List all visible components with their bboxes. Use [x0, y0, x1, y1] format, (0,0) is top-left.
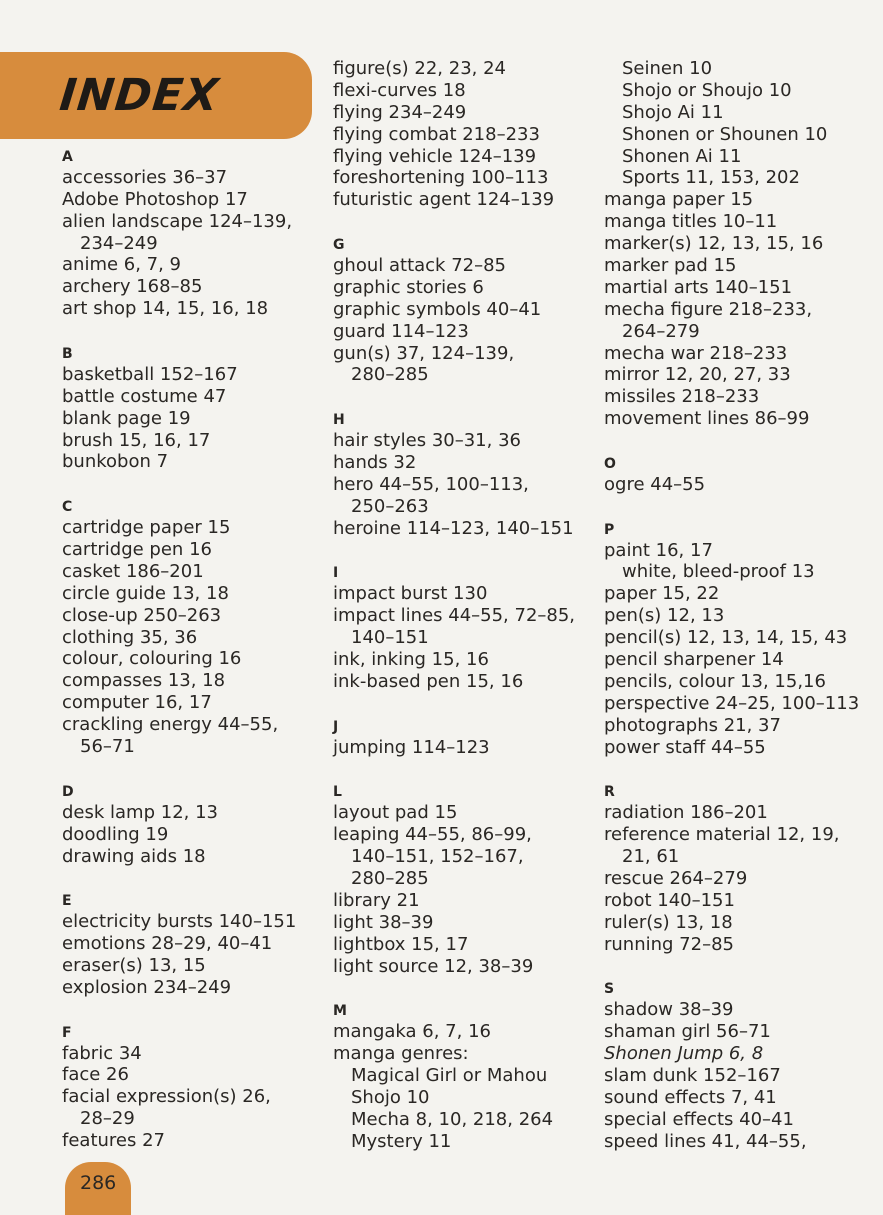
index-entry: cartridge pen 16 [62, 539, 212, 561]
index-letter-heading: O [604, 456, 616, 473]
index-entry: light 38–39 [333, 911, 434, 933]
index-entry-continuation: 264–279 [622, 320, 700, 342]
index-entry: facial expression(s) 26, [62, 1086, 271, 1108]
index-entry-continuation: Mecha 8, 10, 218, 264 [351, 1108, 554, 1130]
index-entry: art shop 14, 15, 16, 18 [62, 298, 269, 320]
section-spacer [333, 977, 601, 999]
index-letter-heading: G [333, 237, 345, 254]
index-entry: desk lamp 12, 13 [62, 801, 218, 823]
index-entry: manga paper 15 [604, 189, 754, 211]
index-entry-continuation: 56–71 [80, 736, 135, 758]
section-spacer [333, 759, 601, 781]
index-entry: guard 114–123 [333, 320, 469, 342]
section-spacer [62, 867, 330, 889]
index-entry: impact lines 44–55, 72–85, [333, 605, 576, 627]
index-entry-continuation: 250–263 [351, 495, 429, 517]
index-entry-continuation: white, bleed-proof 13 [622, 561, 815, 583]
section-spacer [62, 999, 330, 1021]
index-entry: eraser(s) 13, 15 [62, 954, 206, 976]
index-entry: futuristic agent 124–139 [333, 189, 555, 211]
index-entry: clothing 35, 36 [62, 626, 198, 648]
index-entry: pen(s) 12, 13 [604, 605, 725, 627]
index-entry: ruler(s) 13, 18 [604, 911, 733, 933]
index-entry: rescue 264–279 [604, 867, 748, 889]
index-letter-heading: J [333, 718, 339, 735]
index-entry: basketball 152–167 [62, 363, 238, 385]
index-entry: hair styles 30–31, 36 [333, 430, 521, 452]
section-spacer [333, 211, 601, 233]
index-letter-heading: M [333, 1003, 347, 1020]
page-number: 286 [80, 1172, 117, 1194]
index-entry: battle costume 47 [62, 385, 227, 407]
index-letter-heading: R [604, 784, 615, 801]
index-entry: drawing aids 18 [62, 845, 206, 867]
index-entry: circle guide 13, 18 [62, 582, 229, 604]
index-entry: library 21 [333, 889, 420, 911]
index-entry-continuation: Seinen 10 [622, 58, 713, 79]
section-spacer [604, 759, 872, 781]
index-letter-heading: F [62, 1024, 72, 1041]
index-entry: casket 186–201 [62, 560, 204, 582]
index-letter-heading: S [604, 981, 615, 998]
index-entry: ogre 44–55 [604, 473, 706, 495]
index-entry-continuation: 280–285 [351, 364, 429, 386]
index-entry: photographs 21, 37 [604, 714, 781, 736]
index-entry-continuation: 140–151, 152–167, [351, 846, 524, 868]
index-entry-continuation: Magical Girl or Mahou [351, 1064, 548, 1086]
index-entry: flexi-curves 18 [333, 79, 466, 101]
index-column-1 [62, 145, 330, 1152]
index-entry: mecha war 218–233 [604, 342, 788, 364]
section-spacer [604, 496, 872, 518]
index-entry-continuation: Shojo 10 [351, 1086, 430, 1108]
index-entry: face 26 [62, 1064, 129, 1086]
index-letter-heading: E [62, 893, 72, 910]
index-entry-continuation: Shonen or Shounen 10 [622, 123, 828, 145]
index-letter-heading: P [604, 521, 615, 538]
index-entry: heroine 114–123, 140–151 [333, 517, 574, 539]
index-entry: pencil(s) 12, 13, 14, 15, 43 [604, 627, 848, 649]
index-letter-heading: I [333, 565, 339, 582]
index-entry: explosion 234–249 [62, 976, 232, 998]
index-entry: fabric 34 [62, 1042, 142, 1064]
index-entry: Adobe Photoshop 17 [62, 188, 248, 210]
index-entry: colour, colouring 16 [62, 648, 242, 670]
index-entry-continuation: Mystery 11 [351, 1130, 452, 1152]
index-entry: brush 15, 16, 17 [62, 429, 211, 451]
section-spacer [333, 386, 601, 408]
index-entry: impact burst 130 [333, 583, 488, 605]
index-letter-heading: D [62, 783, 74, 800]
index-entry: computer 16, 17 [62, 692, 212, 714]
index-entry: power staff 44–55 [604, 736, 766, 758]
index-entry: cartridge paper 15 [62, 517, 231, 539]
index-letter-heading: B [62, 346, 73, 363]
index-entry: layout pad 15 [333, 802, 458, 824]
index-letter-heading: H [333, 412, 345, 429]
index-entry: mangaka 6, 7, 16 [333, 1021, 491, 1043]
index-entry: archery 168–85 [62, 276, 203, 298]
index-entry: mirror 12, 20, 27, 33 [604, 364, 791, 386]
index-entry: missiles 218–233 [604, 386, 760, 408]
index-letter-heading: L [333, 784, 342, 801]
index-entry: doodling 19 [62, 823, 169, 845]
index-entry: running 72–85 [604, 933, 734, 955]
index-entry: emotions 28–29, 40–41 [62, 933, 273, 955]
index-column-2 [333, 58, 601, 1153]
index-entry: flying combat 218–233 [333, 123, 540, 145]
index-entry: features 27 [62, 1130, 165, 1152]
index-entry: figure(s) 22, 23, 24 [333, 58, 506, 79]
index-entry-continuation: Sports 11, 153, 202 [622, 167, 800, 189]
section-spacer [62, 473, 330, 495]
index-entry-continuation: 140–151 [351, 627, 429, 649]
section-spacer [62, 320, 330, 342]
section-spacer [333, 540, 601, 562]
index-entry: movement lines 86–99 [604, 408, 810, 430]
index-entry: electricity bursts 140–151 [62, 911, 297, 933]
index-entry: ghoul attack 72–85 [333, 255, 507, 277]
index-entry: marker(s) 12, 13, 15, 16 [604, 233, 824, 255]
index-entry: bunkobon 7 [62, 451, 169, 473]
index-entry: ink-based pen 15, 16 [333, 670, 524, 692]
index-column-3 [604, 58, 872, 1153]
index-entry: accessories 36–37 [62, 166, 228, 188]
section-spacer [62, 758, 330, 780]
index-entry-continuation: 234–249 [80, 232, 158, 254]
index-entry: ink, inking 15, 16 [333, 649, 489, 671]
index-entry-continuation: 21, 61 [622, 846, 680, 868]
index-entry: speed lines 41, 44–55, [604, 1130, 807, 1152]
index-entry: perspective 24–25, 100–113 [604, 692, 860, 714]
index-entry: martial arts 140–151 [604, 276, 793, 298]
index-entry: light source 12, 38–39 [333, 955, 534, 977]
index-entry: close-up 250–263 [62, 604, 222, 626]
index-entry: gun(s) 37, 124–139, [333, 342, 515, 364]
index-letter-heading: C [62, 499, 73, 516]
index-entry: hands 32 [333, 452, 417, 474]
index-entry-continuation: Shojo or Shoujo 10 [622, 79, 792, 101]
index-entry: robot 140–151 [604, 889, 735, 911]
index-entry: lightbox 15, 17 [333, 933, 469, 955]
index-entry: hero 44–55, 100–113, [333, 473, 529, 495]
index-entry: manga titles 10–11 [604, 211, 778, 233]
index-entry: paper 15, 22 [604, 583, 720, 605]
index-entry: marker pad 15 [604, 255, 737, 277]
index-entry: manga genres: [333, 1043, 469, 1065]
index-entry: graphic symbols 40–41 [333, 298, 542, 320]
index-entry: pencil sharpener 14 [604, 649, 784, 671]
index-entry: foreshortening 100–113 [333, 167, 549, 189]
section-spacer [604, 956, 872, 978]
index-entry-continuation: 28–29 [80, 1108, 135, 1130]
index-entry: reference material 12, 19, [604, 824, 840, 846]
index-letter-heading: A [62, 149, 73, 165]
index-entry: shadow 38–39 [604, 999, 734, 1021]
index-entry: shaman girl 56–71 [604, 1021, 771, 1043]
index-entry: mecha figure 218–233, [604, 298, 813, 320]
index-entry: jumping 114–123 [333, 736, 490, 758]
index-entry: crackling energy 44–55, [62, 714, 279, 736]
index-entry-continuation: 280–285 [351, 867, 429, 889]
index-entry-continuation: Shojo Ai 11 [622, 101, 724, 123]
index-entry-continuation: Shonen Ai 11 [622, 145, 742, 167]
section-spacer [333, 693, 601, 715]
index-entry: radiation 186–201 [604, 802, 768, 824]
index-entry: compasses 13, 18 [62, 670, 226, 692]
index-entry: Shonen Jump 6, 8 [604, 1043, 764, 1065]
index-entry: alien landscape 124–139, [62, 210, 293, 232]
index-entry: leaping 44–55, 86–99, [333, 824, 532, 846]
index-entry: flying vehicle 124–139 [333, 145, 537, 167]
index-entry: sound effects 7, 41 [604, 1086, 777, 1108]
section-spacer [604, 430, 872, 452]
index-entry: flying 234–249 [333, 101, 467, 123]
index-entry: special effects 40–41 [604, 1108, 794, 1130]
index-entry: anime 6, 7, 9 [62, 254, 182, 276]
index-entry: paint 16, 17 [604, 539, 713, 561]
index-entry: slam dunk 152–167 [604, 1064, 781, 1086]
index-entry: graphic stories 6 [333, 276, 484, 298]
index-entry: blank page 19 [62, 407, 191, 429]
index-entry: pencils, colour 13, 15,16 [604, 670, 826, 692]
page-title: INDEX [57, 70, 222, 121]
